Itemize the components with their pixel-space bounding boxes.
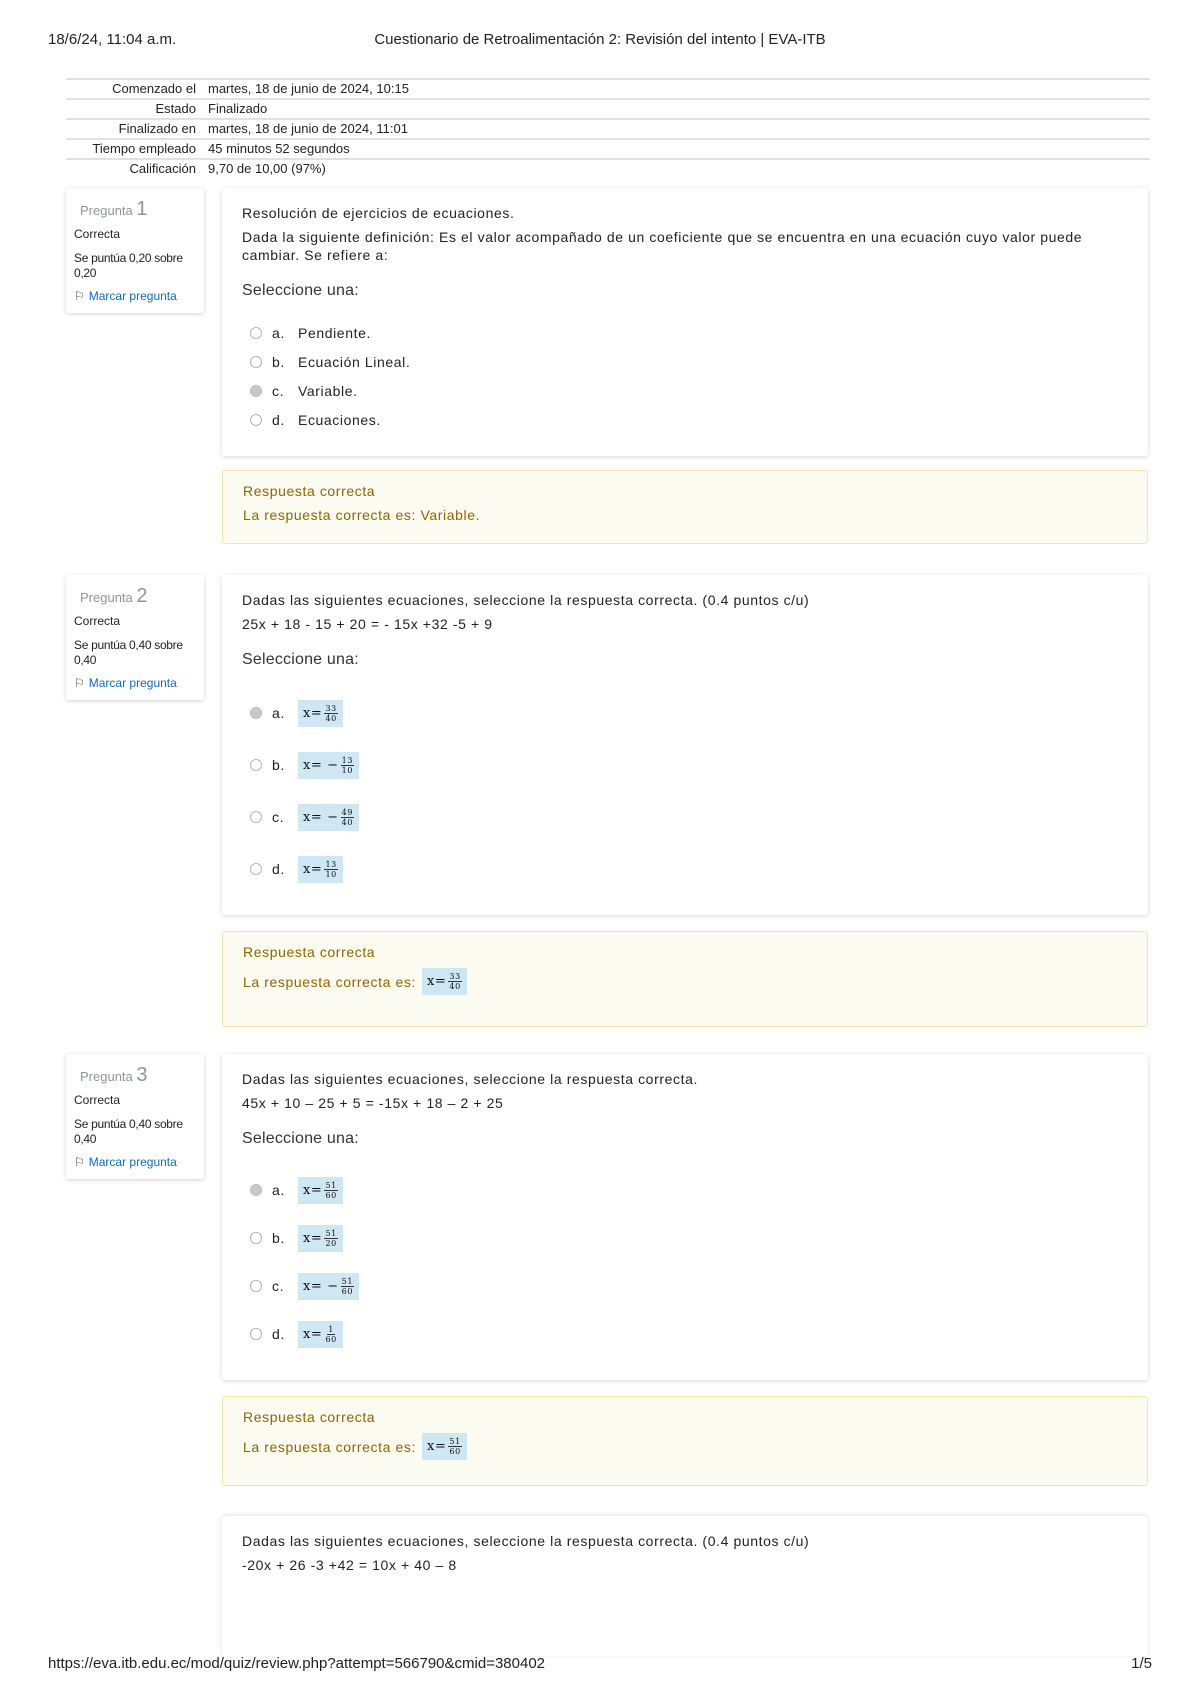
question-state: Correcta — [74, 227, 121, 241]
correct-answer: La respuesta correcta es: Variable. — [243, 507, 481, 523]
question-content — [222, 188, 1148, 456]
summary-row — [66, 158, 1150, 178]
flag-question-label[interactable]: Marcar pregunta — [88, 289, 177, 303]
answer-options — [250, 687, 1128, 895]
option-letter: c. — [272, 1278, 285, 1294]
question-text-line: Dadas las siguientes ecuaciones, seleccione la respuesta correcta. (0.4 puntos c/u) — [242, 1533, 810, 1549]
answer-option-a[interactable] — [250, 318, 1128, 347]
correct-answer-prefix: La respuesta correcta es: — [243, 973, 416, 990]
radio-button-selected[interactable] — [250, 385, 262, 397]
answer-option-c[interactable] — [250, 791, 1128, 843]
option-letter: d. — [272, 411, 285, 428]
correct-answer — [243, 1433, 1127, 1460]
question-state: Correcta — [74, 1093, 121, 1107]
question-text-line: 25x + 18 - 15 + 20 = - 15x +32 -5 + 9 — [242, 616, 493, 632]
summary-value: martes, 18 de junio de 2024, 11:01 — [208, 121, 408, 136]
option-letter: b. — [272, 1230, 285, 1246]
option-letter: a. — [272, 1182, 285, 1198]
question-text — [242, 204, 1128, 264]
question-content — [222, 575, 1148, 915]
question-text-line: Dada la siguiente definición: Es el valor acompañado de un coeficiente que se encuentra en una ecuación cuyo valor puede cambiar. Se refiere a: — [242, 229, 1083, 263]
print-header — [0, 0, 1200, 48]
correct-answer — [243, 968, 1127, 995]
option-letter: c. — [272, 382, 285, 399]
question-text-line: 45x + 10 – 25 + 5 = -15x + 18 – 2 + 25 — [242, 1095, 504, 1111]
option-letter: d. — [272, 861, 285, 877]
summary-label: Calificación — [129, 161, 196, 176]
answer-option-d[interactable] — [250, 843, 1128, 895]
summary-value: 45 minutos 52 segundos — [208, 141, 350, 156]
radio-button[interactable] — [250, 1280, 262, 1292]
flag-question-link[interactable] — [74, 289, 204, 303]
feedback-title: Respuesta correcta — [243, 944, 376, 960]
attempt-summary — [66, 78, 1150, 178]
question-number-value: 2 — [136, 585, 148, 607]
question-text — [242, 1532, 1128, 1574]
summary-row — [66, 98, 1150, 118]
math-formula: x= $\frac{51}{60}$ — [298, 1177, 343, 1204]
question-text — [242, 1070, 1128, 1112]
answer-options — [250, 318, 1128, 434]
math-formula: x= − $\frac{13}{10}$ — [298, 752, 359, 779]
summary-label: Estado — [155, 101, 196, 116]
answer-option-b[interactable] — [250, 1214, 1128, 1262]
summary-value: 9,70 de 10,00 (97%) — [208, 161, 326, 176]
question-number-value: 3 — [136, 1064, 148, 1086]
summary-label: Finalizado en — [118, 121, 196, 136]
feedback-title: Respuesta correcta — [243, 1409, 376, 1425]
question-info — [66, 575, 204, 700]
flag-question-link[interactable] — [74, 676, 204, 690]
select-one-prompt: Seleccione una: — [242, 651, 359, 668]
option-text: Ecuaciones. — [298, 411, 381, 428]
math-formula: x= − $\frac{49}{40}$ — [298, 804, 359, 831]
math-formula: x= $\frac{13}{10}$ — [298, 856, 343, 883]
feedback-box — [222, 1396, 1148, 1486]
feedback-box — [222, 470, 1148, 544]
option-letter: c. — [272, 809, 285, 825]
answer-option-c[interactable] — [250, 376, 1128, 405]
question-number: Pregunta 3 — [80, 1064, 148, 1086]
answer-option-a[interactable] — [250, 1166, 1128, 1214]
question-grade: Se puntúa 0,40 sobre 0,40 — [74, 638, 183, 667]
question-content — [222, 1054, 1148, 1380]
feedback-box — [222, 931, 1148, 1027]
question-content — [222, 1516, 1148, 1656]
radio-button[interactable] — [250, 811, 262, 823]
question-text-line: Dadas las siguientes ecuaciones, seleccione la respuesta correcta. (0.4 puntos c/u) — [242, 592, 810, 608]
math-formula: x= − $\frac{51}{60}$ — [298, 1273, 359, 1300]
question-number: Pregunta 1 — [80, 198, 148, 220]
radio-button[interactable] — [250, 356, 262, 368]
question-text-line: -20x + 26 -3 +42 = 10x + 40 – 8 — [242, 1557, 457, 1573]
print-footer — [0, 1655, 1200, 1679]
answer-option-d[interactable] — [250, 405, 1128, 434]
flag-icon: ⚐ — [74, 676, 85, 690]
flag-question-label[interactable]: Marcar pregunta — [88, 1155, 177, 1169]
math-formula: x= $\frac{1}{60}$ — [298, 1321, 343, 1348]
option-text: Pendiente. — [298, 324, 371, 341]
select-one-prompt: Seleccione una: — [242, 282, 359, 299]
answer-option-d[interactable] — [250, 1310, 1128, 1358]
answer-option-b[interactable] — [250, 739, 1128, 791]
option-letter: b. — [272, 353, 285, 370]
option-letter: a. — [272, 324, 285, 341]
question-info — [66, 1054, 204, 1179]
summary-row — [66, 78, 1150, 98]
question-text-line: Resolución de ejercicios de ecuaciones. — [242, 205, 515, 221]
answer-option-c[interactable] — [250, 1262, 1128, 1310]
radio-button[interactable] — [250, 414, 262, 426]
answer-options — [250, 1166, 1128, 1358]
math-formula: x= $\frac{33}{40}$ — [422, 968, 467, 995]
print-date: 18/6/24, 11:04 a.m. — [48, 31, 177, 48]
question-grade: Se puntúa 0,40 sobre 0,40 — [74, 1117, 183, 1146]
radio-button-selected[interactable] — [250, 1184, 262, 1196]
option-letter: d. — [272, 1326, 285, 1342]
flag-question-label[interactable]: Marcar pregunta — [88, 676, 177, 690]
option-letter: a. — [272, 705, 285, 721]
answer-option-b[interactable] — [250, 347, 1128, 376]
radio-button[interactable] — [250, 1232, 262, 1244]
option-text: Ecuación Lineal. — [298, 353, 411, 370]
radio-button[interactable] — [250, 327, 262, 339]
question-grade: Se puntúa 0,20 sobre 0,20 — [74, 251, 183, 280]
page-url: https://eva.itb.edu.ec/mod/quiz/review.php?attempt=566790&cmid=380402 — [48, 1655, 545, 1672]
flag-question-link[interactable] — [74, 1155, 204, 1169]
radio-button-selected[interactable] — [250, 707, 262, 719]
option-letter: b. — [272, 757, 285, 773]
page-title: Cuestionario de Retroalimentación 2: Revisión del intento | EVA-ITB — [374, 31, 826, 48]
option-text: Variable. — [298, 382, 358, 399]
question-info — [66, 188, 204, 313]
math-formula: x= $\frac{33}{40}$ — [298, 700, 343, 727]
flag-icon: ⚐ — [74, 1155, 85, 1169]
question-state: Correcta — [74, 614, 121, 628]
radio-button[interactable] — [250, 759, 262, 771]
answer-option-a[interactable] — [250, 687, 1128, 739]
summary-label: Comenzado el — [112, 81, 196, 96]
summary-row — [66, 118, 1150, 138]
page-number: 1/5 — [1131, 1655, 1152, 1672]
math-formula: x= $\frac{51}{20}$ — [298, 1225, 343, 1252]
summary-label: Tiempo empleado — [92, 141, 196, 156]
question-text-line: Dadas las siguientes ecuaciones, seleccione la respuesta correcta. — [242, 1071, 698, 1087]
question-text — [242, 591, 1128, 633]
radio-button[interactable] — [250, 1328, 262, 1340]
math-formula: x= $\frac{51}{60}$ — [422, 1433, 467, 1460]
select-one-prompt: Seleccione una: — [242, 1130, 359, 1147]
summary-row — [66, 138, 1150, 158]
feedback-title: Respuesta correcta — [243, 483, 376, 499]
question-number: Pregunta 2 — [80, 585, 148, 607]
summary-value: martes, 18 de junio de 2024, 10:15 — [208, 81, 409, 96]
correct-answer-prefix: La respuesta correcta es: — [243, 1438, 416, 1455]
flag-icon: ⚐ — [74, 289, 85, 303]
summary-value: Finalizado — [208, 101, 268, 116]
radio-button[interactable] — [250, 863, 262, 875]
question-number-value: 1 — [136, 198, 148, 220]
